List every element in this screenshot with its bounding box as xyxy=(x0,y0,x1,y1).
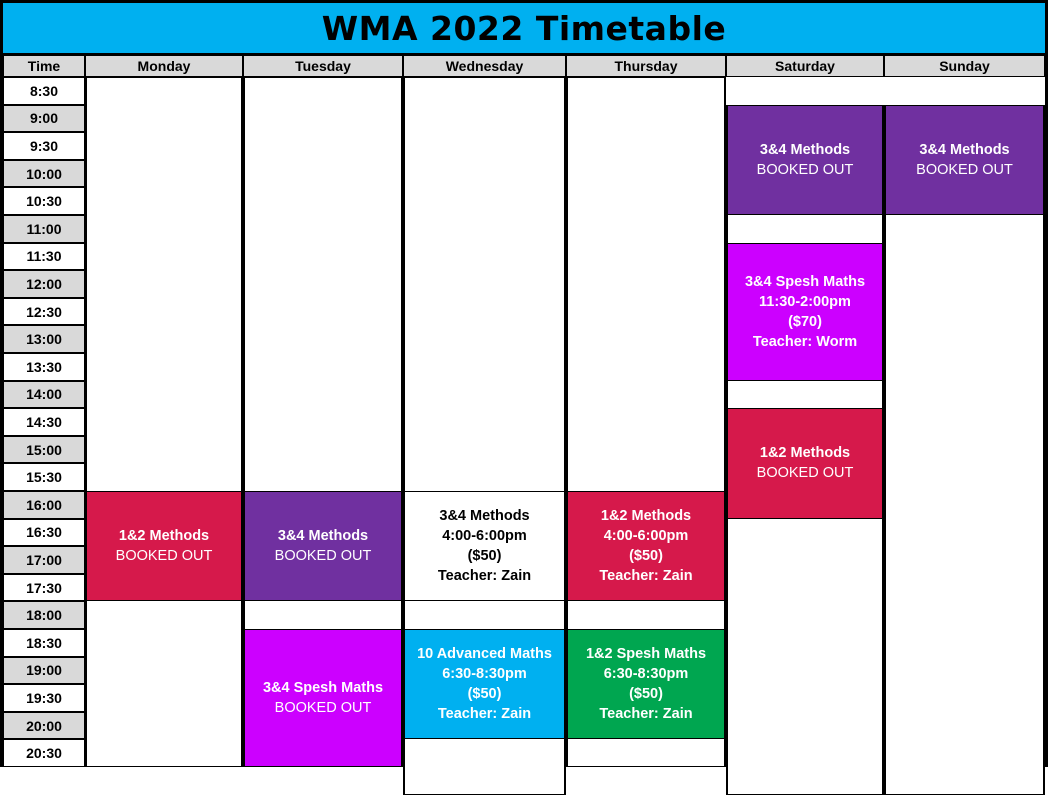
timetable-event[interactable] xyxy=(727,105,883,215)
event-line: 3&4 Methods xyxy=(277,528,369,545)
column-header-tuesday: Tuesday xyxy=(243,55,403,77)
time-label: 15:00 xyxy=(3,436,85,464)
event-line: 3&4 Methods xyxy=(919,141,1010,158)
page-title: WMA 2022 Timetable xyxy=(321,8,727,48)
time-label: 9:30 xyxy=(3,132,85,160)
time-label: 8:30 xyxy=(3,77,85,105)
timetable-event[interactable] xyxy=(404,491,565,601)
time-label: 17:30 xyxy=(3,574,85,602)
event-line: Teacher: Zain xyxy=(599,706,693,723)
time-label: 20:30 xyxy=(3,739,85,767)
time-label: 14:00 xyxy=(3,381,85,409)
timetable-event[interactable] xyxy=(244,629,402,767)
timetable-event[interactable] xyxy=(86,491,242,601)
timetable-event[interactable] xyxy=(244,491,402,601)
time-label: 19:30 xyxy=(3,684,85,712)
event-line: Teacher: Worm xyxy=(752,333,858,350)
column-header-saturday: Saturday xyxy=(726,55,884,77)
time-label: 11:30 xyxy=(3,243,85,271)
time-label: 14:30 xyxy=(3,408,85,436)
event-line: ($70) xyxy=(788,313,822,330)
time-label: 19:00 xyxy=(3,657,85,685)
time-label: 16:30 xyxy=(3,519,85,547)
title-bar xyxy=(3,3,1045,55)
event-line: BOOKED OUT xyxy=(756,465,854,482)
day-column-monday xyxy=(85,77,243,767)
event-line: 1&2 Methods xyxy=(600,508,692,525)
column-header-thursday: Thursday xyxy=(566,55,726,77)
event-line: ($50) xyxy=(467,686,502,703)
event-line: 3&4 Spesh Maths xyxy=(744,273,866,290)
event-line: 11:30-2:00pm xyxy=(759,293,851,310)
event-line: 1&2 Methods xyxy=(759,445,851,462)
time-label: 15:30 xyxy=(3,463,85,491)
event-line: 4:00-6:00pm xyxy=(442,528,527,545)
timetable-event[interactable] xyxy=(404,629,565,739)
timetable-event[interactable] xyxy=(567,491,725,601)
time-label: 13:30 xyxy=(3,353,85,381)
time-label: 9:00 xyxy=(3,105,85,133)
timetable-grid xyxy=(3,55,1045,764)
event-line: BOOKED OUT xyxy=(916,161,1013,178)
event-line: 3&4 Methods xyxy=(759,141,851,158)
time-label: 18:30 xyxy=(3,629,85,657)
time-label: 12:00 xyxy=(3,270,85,298)
time-label: 18:00 xyxy=(3,601,85,629)
event-line: 6:30-8:30pm xyxy=(442,666,527,683)
event-line: BOOKED OUT xyxy=(274,700,372,716)
event-line: Teacher: Zain xyxy=(437,568,532,585)
column-header-monday: Monday xyxy=(85,55,243,77)
time-label: 10:00 xyxy=(3,160,85,188)
event-line: 3&4 Spesh Maths xyxy=(262,680,384,696)
time-label: 10:30 xyxy=(3,187,85,215)
event-line: 4:00-6:00pm xyxy=(603,528,689,545)
column-header-sunday: Sunday xyxy=(884,55,1045,77)
event-line: 3&4 Methods xyxy=(439,508,530,525)
timetable-event[interactable] xyxy=(727,243,883,381)
column-header-wednesday: Wednesday xyxy=(403,55,566,77)
event-line: ($50) xyxy=(467,548,502,565)
time-label: 16:00 xyxy=(3,491,85,519)
timetable-event[interactable] xyxy=(727,408,883,518)
event-line: ($50) xyxy=(629,686,663,703)
event-line: Teacher: Zain xyxy=(437,706,532,723)
timetable-event[interactable] xyxy=(885,105,1044,215)
event-line: 6:30-8:30pm xyxy=(603,666,689,683)
event-line: Teacher: Zain xyxy=(599,568,693,585)
time-label: 12:30 xyxy=(3,298,85,326)
event-line: 1&2 Spesh Maths xyxy=(585,646,707,663)
time-label: 17:00 xyxy=(3,546,85,574)
timetable-event[interactable] xyxy=(567,629,725,739)
time-label: 13:00 xyxy=(3,325,85,353)
event-line: BOOKED OUT xyxy=(756,161,854,178)
time-label: 11:00 xyxy=(3,215,85,243)
event-line: 10 Advanced Maths xyxy=(417,646,552,663)
column-header-time: Time xyxy=(3,55,85,77)
event-line: BOOKED OUT xyxy=(274,548,372,565)
event-line: ($50) xyxy=(629,548,663,565)
event-line: 1&2 Methods xyxy=(118,528,210,545)
event-line: BOOKED OUT xyxy=(115,548,213,565)
time-label: 20:00 xyxy=(3,712,85,740)
